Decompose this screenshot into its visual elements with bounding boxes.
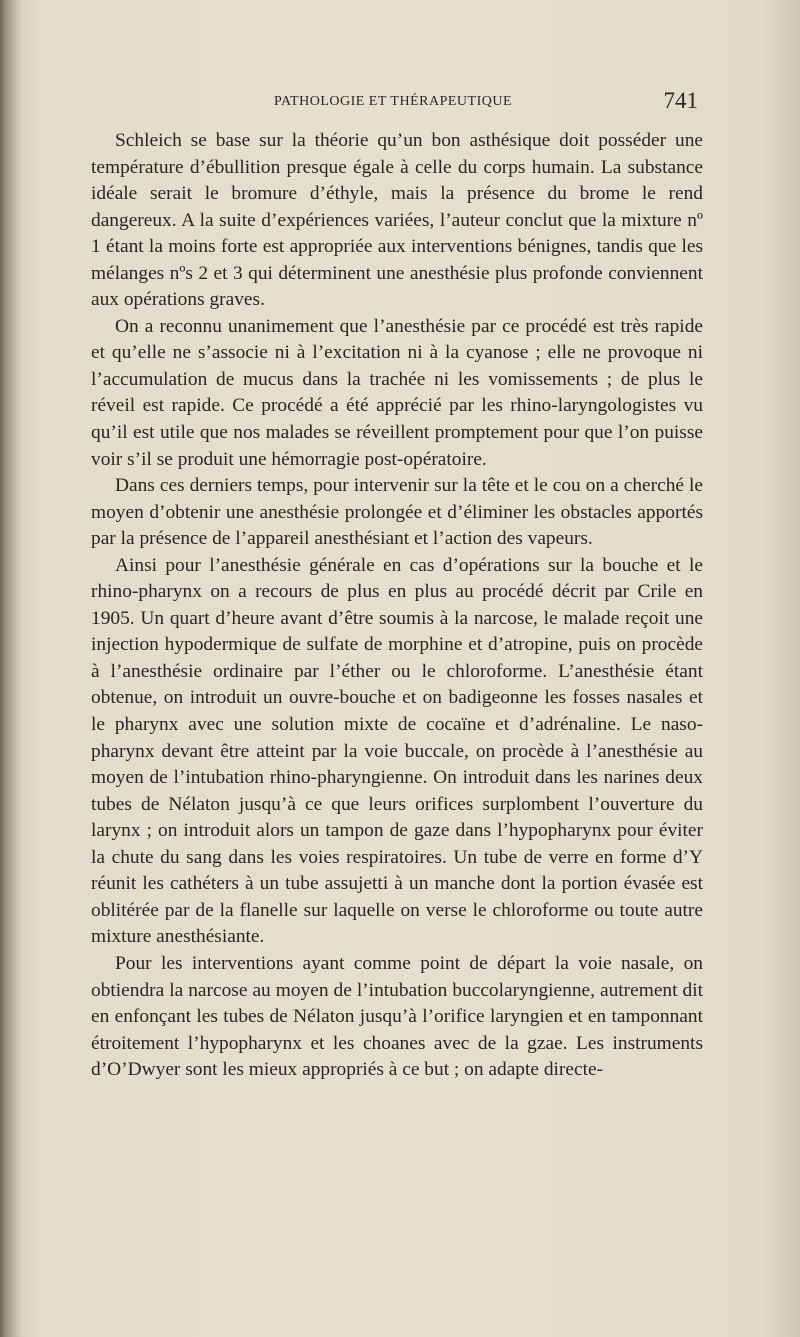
paragraph: Ainsi pour l’anesthésie générale en cas d’opérations sur la bouche et le rhino-pharynx on a recours de plus en plus au procédé décrit par Crile en 1905. Un quart d’heure avant d’être soumis à la narcose, le malade reçoit une injection hypodermique de sulfate de morphine et d’atropine, puis on procède à l’anesthésie ordinaire par l’éther ou le chloroforme. L’anesthésie étant obtenue, on introduit un ouvre-bouche et on badigeonne les fosses nasales et le pharynx avec une solution mixte de cocaïne et d’adrénaline. Le naso-pharynx devant être atteint par la voie buccale, on procède à l’anesthésie au moyen de l’intubation rhino-pharyngienne. On introduit dans les narines deux tubes de Nélaton jusqu’à ce que leurs orifices surplombent l’ouverture du larynx ; on introduit alors un tampon de gaze dans l’hypopharynx pour éviter la chute du sang dans les voies respiratoires. Un tube de verre en forme d’Y réunit les cathéters à un tube assujetti à un manche dont la portion évasée est oblitérée par de la flanelle sur laquelle on verse le chloroforme ou toute autre mixture anesthésiante. — [91, 554, 703, 948]
paragraph: Dans ces derniers temps, pour intervenir sur la tête et le cou on a cherché le moyen d’obtenir une anesthésie prolongée et d’éliminer les obstacles apportés par la présence de l’appareil anesthésiant et l’action des vapeurs. — [91, 475, 703, 550]
body-text — [91, 128, 703, 1084]
paragraph: Schleich se base sur la théorie qu’un bon asthésique doit posséder une température d’ébullition presque égale à celle du corps humain. La substance idéale serait le bromure d’éthyle, mais la présence du brome le rend dangereux. A la suite d’expériences variées, l’auteur conclut que la mixture nº 1 étant la moins forte est appropriée aux interventions bénignes, tandis que les mélanges nºs 2 et 3 qui déterminent une anesthésie plus profonde conviennent aux opérations graves. — [91, 130, 703, 311]
paragraph: Pour les interventions ayant comme point de départ la voie nasale, on obtiendra la narcose au moyen de l’intubation buccolaryngienne, autrement dit en enfonçant les tubes de Nélaton jusqu’à l’orifice laryngien et en tamponnant étroitement l’hypopharynx et les choanes avec de la gzae. Les instruments d’O’Dwyer sont les mieux appropriés à ce but ; on adapte directe- — [91, 952, 703, 1081]
book-page — [22, 0, 800, 1337]
page-header — [82, 88, 704, 118]
running-title: PATHOLOGIE ET THÉRAPEUTIQUE — [273, 94, 512, 109]
book-binding-shadow — [0, 0, 22, 1337]
page-number: 741 — [663, 88, 698, 113]
paragraph: On a reconnu unanimement que l’anesthésie par ce procédé est très rapide et qu’elle ne s’associe ni à l’excitation ni à la cyanose ; elle ne provoque ni l’accumulation de mucus dans la trachée ni les vomissements ; de plus le réveil est rapide. Ce procédé a été apprécié par les rhino-laryngologistes vu qu’il est utile que nos malades se réveillent promptement pour que l’on puisse voir s’il se produit une hémorragie post-opératoire. — [91, 315, 703, 470]
